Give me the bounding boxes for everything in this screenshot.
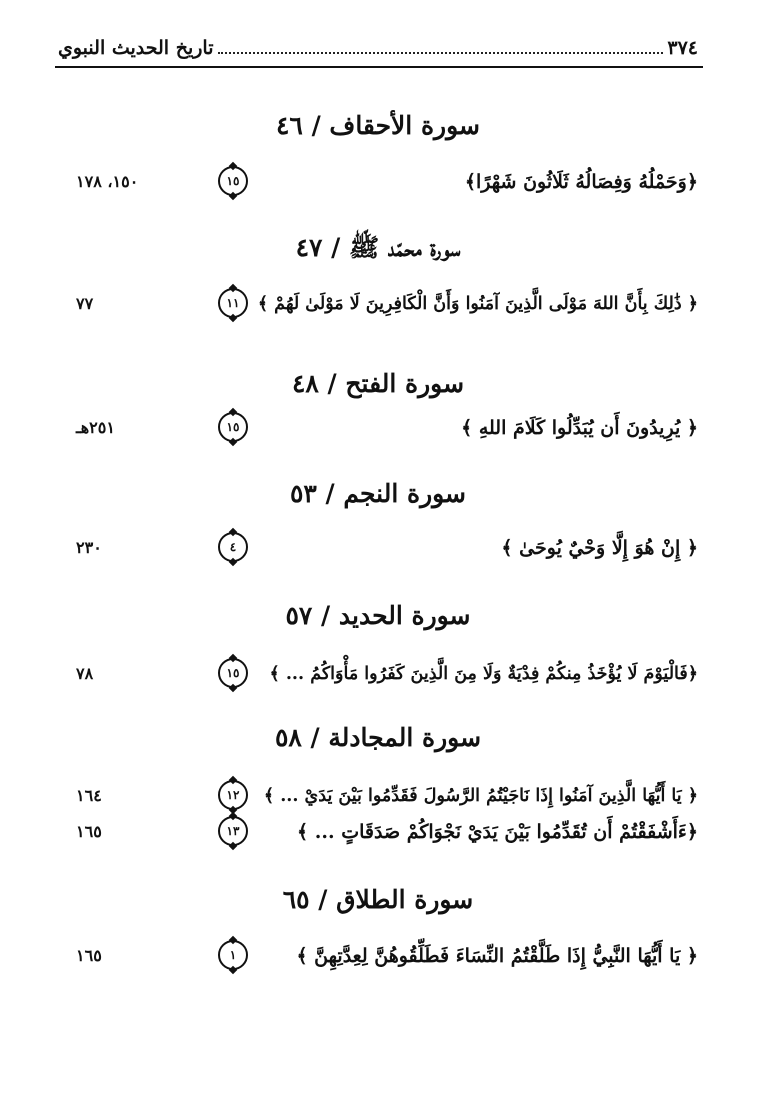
verse-text: ﴿فَالْيَوْمَ لَا يُؤْخَذُ مِنكُمْ فِدْيَةٌ وَلَا مِنَ الَّذِينَ كَفَرُوا مَأْوَاكُمُ ... ﴾	[269, 664, 698, 684]
surah-title: سورة محمّد ﷺ / ٤٧	[295, 233, 461, 262]
verse-row	[58, 286, 698, 322]
page-references: ١٦٥	[76, 946, 102, 965]
surah-section	[58, 474, 698, 514]
surah-section	[58, 880, 698, 920]
verse-text: ﴿ إِنْ هُوَ إِلَّا وَحْيٌ يُوحَىٰ ﴾	[501, 537, 698, 559]
surah-title: سورة النجم / ٥٣	[289, 479, 467, 508]
page-number: ٣٧٤	[667, 37, 698, 59]
page-references: ١٦٤	[76, 786, 102, 805]
verse-text: ﴿وَحَمْلُهُ وَفِصَالُهُ ثَلَاثُونَ شَهْرًا﴾	[464, 171, 698, 193]
running-header	[58, 30, 698, 66]
surah-section	[58, 718, 698, 758]
verse-text: ﴿ يَا أَيُّهَا الَّذِينَ آمَنُوا إِذَا نَاجَيْتُمُ الرَّسُولَ فَقَدِّمُوا بَيْنَ يَدَيْ ... ﴾	[263, 786, 698, 806]
verse-row	[58, 164, 698, 200]
verse-text: ﴿ ذَٰلِكَ بِأَنَّ اللهَ مَوْلَى الَّذِينَ آمَنُوا وَأَنَّ الْكَافِرِينَ لَا مَوْلَىٰ لَهُمْ ﴾	[257, 294, 698, 314]
verse-row	[58, 530, 698, 566]
header-rule	[55, 66, 703, 68]
surah-section	[58, 106, 698, 146]
verse-row	[58, 778, 698, 814]
ayah-number: ١١	[226, 296, 240, 310]
page-references: ٧٧	[76, 294, 94, 313]
ayah-number: ١٣	[226, 824, 240, 838]
book-title: تاريخ الحديث النبوي	[58, 37, 214, 59]
ayah-number-marker	[218, 532, 248, 562]
verse-text: ﴿ يُرِيدُونَ أَن يُبَدِّلُوا كَلَامَ اللهِ ﴾	[461, 417, 698, 439]
surah-section	[58, 228, 698, 268]
ayah-number: ١٢	[226, 788, 240, 802]
ayah-number-marker	[218, 412, 248, 442]
verse-row	[58, 656, 698, 692]
ayah-number-marker	[218, 166, 248, 196]
page-references: ٧٨	[76, 664, 94, 683]
surah-title: سورة الفتح / ٤٨	[291, 369, 465, 398]
surah-title: سورة المجادلة / ٥٨	[274, 723, 482, 752]
ayah-number-marker	[218, 816, 248, 846]
verse-row	[58, 938, 698, 974]
verse-text: ﴿ءَأَشْفَقْتُمْ أَن تُقَدِّمُوا بَيْنَ يَدَيْ نَجْوَاكُمْ صَدَقَاتٍ ... ﴾	[297, 821, 698, 843]
surah-title: سورة الأحقاف / ٤٦	[276, 111, 480, 140]
page-references: ٢٣٠	[76, 538, 102, 557]
page-references: ٢٥١هـ	[76, 418, 115, 437]
surah-title: سورة الطلاق / ٦٥	[282, 885, 474, 914]
ayah-number-marker	[218, 658, 248, 688]
ayah-number-marker	[218, 780, 248, 810]
surah-section	[58, 364, 698, 404]
ayah-number: ١٥	[226, 420, 240, 434]
ayah-number: ٤	[229, 540, 237, 554]
page-references: ١٥٠، ١٧٨	[76, 172, 139, 191]
ayah-number: ١٥	[226, 174, 240, 188]
verse-row	[58, 410, 698, 446]
dot-leader	[218, 52, 664, 54]
ayah-number: ١٥	[226, 666, 240, 680]
ayah-number-marker	[218, 288, 248, 318]
verse-row	[58, 814, 698, 850]
verse-text: ﴿ يَا أَيُّهَا النَّبِيُّ إِذَا طَلَّقْتُمُ النِّسَاءَ فَطَلِّقُوهُنَّ لِعِدَّتِهِنَّ ﴾	[296, 945, 698, 967]
page-references: ١٦٥	[76, 822, 102, 841]
surah-title: سورة الحديد / ٥٧	[285, 601, 471, 630]
surah-section	[58, 596, 698, 636]
ayah-number: ١	[229, 948, 237, 962]
ayah-number-marker	[218, 940, 248, 970]
